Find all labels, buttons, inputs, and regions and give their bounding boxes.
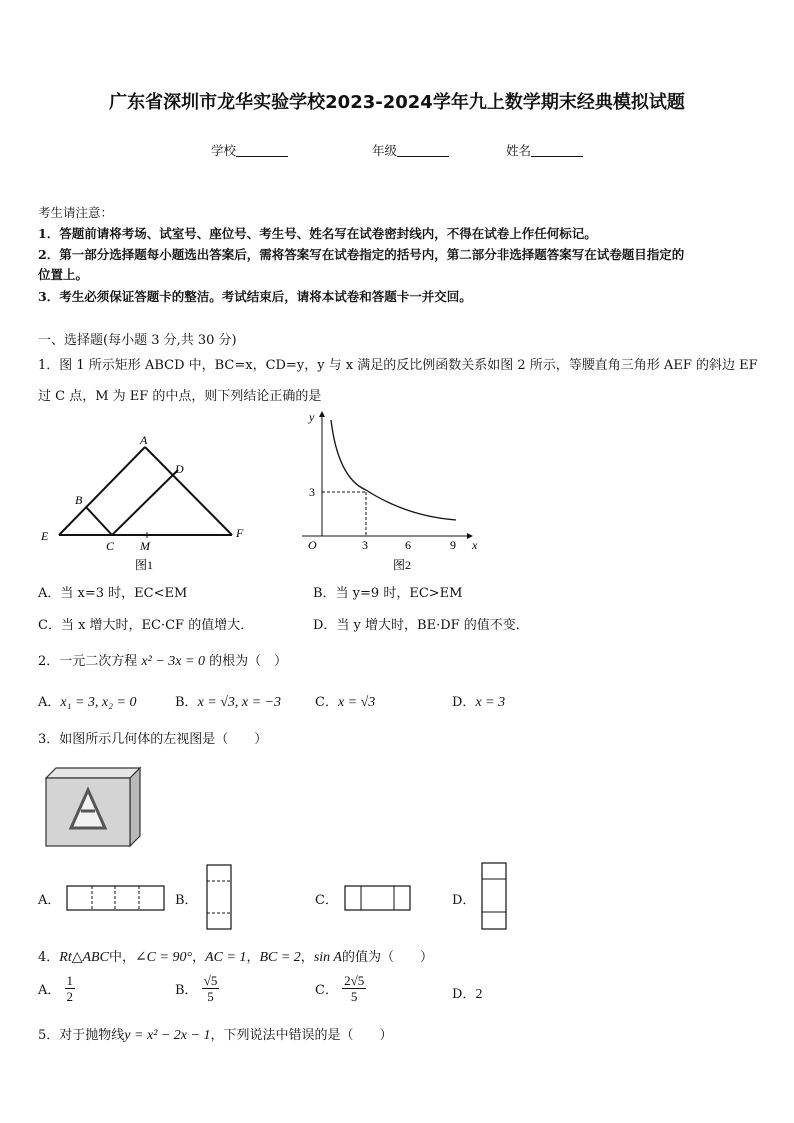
grade-field xyxy=(372,141,449,159)
fig2-caption: 图2 xyxy=(393,558,412,572)
q5-equation: y = x² − 2x − 1 xyxy=(124,1028,211,1043)
q2-option-a[interactable] xyxy=(38,691,136,711)
q4-mid: 中， xyxy=(108,950,135,965)
q4-option-c-label: C． xyxy=(315,983,338,998)
x-tick-3: 3 xyxy=(362,538,368,552)
q3-option-b-label[interactable]: B． xyxy=(175,893,198,908)
q4-number: 4． xyxy=(38,950,60,965)
q2-stem-prefix: 2．一元二次方程 xyxy=(38,654,138,669)
q2-option-d[interactable] xyxy=(452,691,505,711)
q1-option-c[interactable]: C．当 x 增大时，EC·CF 的值增大． xyxy=(38,618,254,633)
section-heading: 一、选择题(每小题 3 分,共 30 分) xyxy=(38,333,237,348)
frac-den: 2 xyxy=(66,989,74,1004)
q2-stem-suffix: 的根为（ ） xyxy=(209,654,288,669)
school-label: 学校 xyxy=(211,143,237,158)
q2-option-a-expr: x₁ = 3, x₂ = 0 xyxy=(60,695,137,710)
frac-num: 1 xyxy=(66,973,74,988)
q3-option-c-view[interactable] xyxy=(344,885,412,912)
q4-option-b-label: B． xyxy=(175,983,198,998)
frac-den: 5 xyxy=(350,989,358,1004)
label-m: M xyxy=(140,539,150,553)
label-e: E xyxy=(41,529,49,543)
q2-option-c-expr: x = √3 xyxy=(337,695,376,710)
q2-option-b-label: B． xyxy=(175,695,198,710)
y-axis-label: y xyxy=(309,410,315,424)
label-b: B xyxy=(75,493,83,507)
x-tick-9: 9 xyxy=(450,538,456,552)
fig1-caption: 图1 xyxy=(135,558,154,572)
q3-option-b-view[interactable] xyxy=(206,864,233,931)
name-field xyxy=(506,141,583,159)
q4-cond-angle: ∠C = 90° xyxy=(134,950,193,965)
exam-title: 广东省深圳市龙华实验学校2023-2024学年九上数学期末经典模拟试题 xyxy=(109,92,685,113)
q2-option-d-expr: x = 3 xyxy=(475,695,506,710)
q2-option-d-label: D． xyxy=(452,695,476,710)
q4-option-b[interactable] xyxy=(175,973,219,1004)
q4-option-d[interactable] xyxy=(452,983,482,1003)
q4-option-d-value: 2 xyxy=(475,987,483,1002)
q4-option-d-label: D． xyxy=(452,987,476,1002)
q4-option-a-fraction xyxy=(65,973,76,1004)
q1-stem-line2: 过 C 点，M 为 EF 的中点，则下列结论正确的是 xyxy=(38,389,322,404)
q3-option-c-label[interactable]: C． xyxy=(315,893,338,908)
q1-stem-line1: 1．图 1 所示矩形 ABCD 中，BC=x，CD=y，y 与 x 满足的反比例函数关系如图 2 所示，等腰直角三角形 AEF 的斜边 EF xyxy=(38,358,758,373)
label-c: C xyxy=(106,539,115,553)
notice-item-2: 2．第一部分选择题每小题选出答案后，需将答案写在试卷指定的括号内，第二部分非选择题答案写在试卷题目指定的 xyxy=(38,247,685,262)
y-tick-3: 3 xyxy=(309,485,315,499)
label-d: D xyxy=(175,462,184,476)
q4-option-a-label: A． xyxy=(38,983,61,998)
q4-option-b-fraction xyxy=(202,973,220,1004)
origin-label: O xyxy=(308,538,317,552)
q3-option-d-view[interactable] xyxy=(481,862,508,931)
notice-item-2-cont: 位置上。 xyxy=(38,267,89,282)
q5-stem-prefix: 5．对于抛物线 xyxy=(38,1028,125,1043)
school-blank[interactable] xyxy=(236,144,288,157)
q4-stem: 4．Rt△ABC中，∠C = 90°，AC = 1，BC = 2，sin A的值为（ ） xyxy=(38,950,433,965)
q1-option-d[interactable]: D．当 y 增大时，BE·DF 的值不变． xyxy=(313,618,529,633)
q4-sin-a: sin A xyxy=(313,950,342,965)
q1-option-b[interactable]: B．当 y=9 时，EC>EM xyxy=(313,586,463,601)
frac-num: √5 xyxy=(203,973,218,988)
x-tick-6: 6 xyxy=(405,538,411,552)
frac-den: 5 xyxy=(207,989,214,1004)
q2-option-c-label: C． xyxy=(315,695,338,710)
notice-item-3: 3．考生必须保证答题卡的整洁。考试结束后，请将本试卷和答题卡一并交回。 xyxy=(38,289,472,304)
school-field xyxy=(211,141,288,159)
q3-option-a-view[interactable] xyxy=(66,885,166,912)
q3-option-a-label[interactable]: A． xyxy=(38,893,61,908)
q2-option-c[interactable] xyxy=(315,691,375,711)
q3-stem: 3．如图所示几何体的左视图是（ ） xyxy=(38,732,268,747)
name-blank[interactable] xyxy=(531,144,583,157)
q1-figure-1 xyxy=(36,430,256,575)
x-axis-label: x xyxy=(472,538,478,552)
notice-heading: 考生请注意： xyxy=(38,205,114,220)
q5-stem-suffix: ，下列说法中错误的是（ ） xyxy=(210,1028,393,1043)
q2-equation: x² − 3x = 0 xyxy=(141,654,205,669)
q2-stem xyxy=(38,650,287,670)
q1-figure-2 xyxy=(296,408,490,576)
q4-option-c[interactable] xyxy=(315,973,366,1004)
q2-option-b-expr: x = √3, x = −3 xyxy=(197,695,282,710)
q2-option-b[interactable] xyxy=(175,691,281,711)
q5-stem xyxy=(38,1024,392,1044)
label-a: A xyxy=(140,433,148,447)
triangle-aef xyxy=(59,447,232,535)
q4-cond-bc: BC = 2 xyxy=(259,950,301,965)
q4-option-c-fraction xyxy=(342,973,366,1004)
q4-stem-suffix: 的值为（ ） xyxy=(341,950,433,965)
q3-option-d-label[interactable]: D． xyxy=(452,893,476,908)
grade-label: 年级 xyxy=(372,143,398,158)
frac-num: 2√5 xyxy=(344,973,365,988)
q1-option-a[interactable]: A．当 x=3 时，EC<EM xyxy=(38,586,188,601)
label-f: F xyxy=(236,526,244,540)
q4-triangle: Rt△ABC xyxy=(59,950,109,965)
q2-option-a-label: A． xyxy=(38,695,61,710)
name-label: 姓名 xyxy=(506,143,532,158)
q4-cond-ac: AC = 1 xyxy=(205,950,247,965)
q4-option-a[interactable] xyxy=(38,973,75,1004)
grade-blank[interactable] xyxy=(397,144,449,157)
q3-solid-figure xyxy=(44,766,144,848)
inverse-function-curve xyxy=(331,420,456,520)
notice-item-1: 1．答题前请将考场、试室号、座位号、考生号、姓名写在试卷密封线内，不得在试卷上作任何标记。 xyxy=(38,226,597,241)
